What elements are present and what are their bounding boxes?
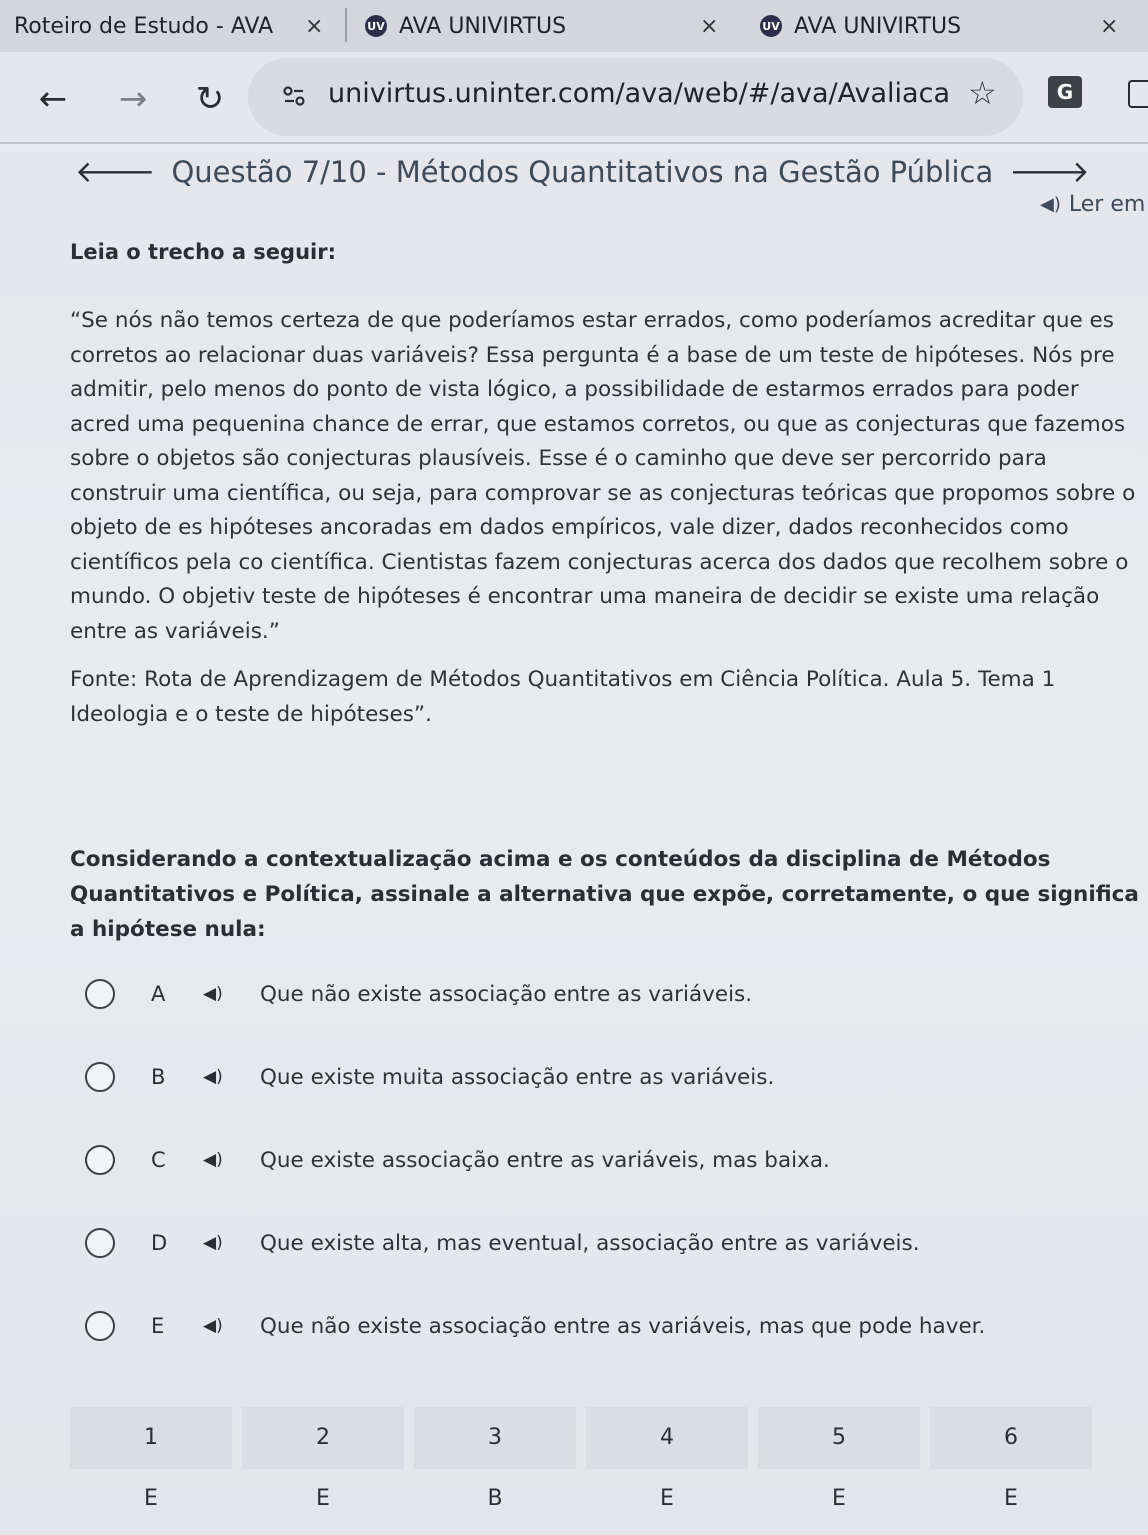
close-icon[interactable]: × bbox=[305, 13, 324, 39]
tab-ava-univirtus[interactable] bbox=[365, 0, 740, 52]
tune-icon[interactable] bbox=[274, 76, 314, 116]
answer-6: E bbox=[1004, 1486, 1018, 1511]
option-c[interactable] bbox=[85, 1140, 830, 1180]
assessment-page bbox=[0, 152, 1148, 1535]
tab-bar bbox=[0, 0, 1148, 52]
close-icon[interactable]: × bbox=[700, 13, 719, 39]
address-bar[interactable] bbox=[248, 58, 1023, 136]
option-b[interactable] bbox=[85, 1057, 775, 1097]
tune-svg bbox=[281, 83, 307, 109]
option-a[interactable] bbox=[85, 974, 753, 1014]
arrow-right-icon: → bbox=[118, 79, 148, 119]
radio-button[interactable] bbox=[85, 1145, 115, 1175]
translate-icon[interactable]: G bbox=[1048, 76, 1082, 108]
previous-question-icon[interactable]: 🡐 bbox=[75, 155, 156, 190]
tab-title: AVA UNIVIRTUS bbox=[794, 13, 962, 39]
close-icon[interactable]: × bbox=[1100, 13, 1119, 39]
arrow-left-icon: ← bbox=[38, 79, 68, 119]
tab-roteiro[interactable] bbox=[0, 0, 359, 52]
speaker-icon: ◀) bbox=[1040, 194, 1061, 215]
option-letter: B bbox=[151, 1065, 166, 1089]
speaker-icon[interactable]: ◀) bbox=[203, 1316, 223, 1336]
question-header bbox=[75, 154, 1090, 190]
option-text: Que não existe associação entre as variáveis. bbox=[260, 981, 753, 1007]
option-text: Que existe associação entre as variáveis, mas baixa. bbox=[260, 1147, 830, 1173]
next-question-icon[interactable]: 🡒 bbox=[1009, 155, 1090, 190]
univirtus-favicon-icon: UV bbox=[760, 15, 782, 37]
question-excerpt: “Se nós não temos certeza de que poderíamos estar errados, como poderíamos acreditar que es corretos ao relacionar duas variáveis? Essa pergunta é a base de um teste de hipóteses. Nós pre admitir, pelo menos do ponto de vista lógico, a possibilidade de estarmos errados para poder acred uma pequenina chance de errar, que estamos corretos, ou que as conjecturas que fazemos sobre o objetos são conjecturas plausíveis. Esse é o caminho que deve ser percorrido para construir uma científica, ou seja, para comprovar se as conjecturas teóricas que propomos sobre o objeto de es hipóteses ancoradas em dados empíricos, vale dizer, dados reconhecidos como científicos pela co científica. Cientistas fazem conjecturas acerca dos dados que recolhem sobre o mundo. O objetiv teste de hipóteses é encontrar uma maneira de decidir se existe uma relação entre as variáveis.” bbox=[70, 308, 1136, 644]
option-letter: D bbox=[151, 1231, 168, 1255]
option-letter: A bbox=[151, 982, 166, 1006]
radio-button[interactable] bbox=[85, 1228, 115, 1258]
reload-icon: ↻ bbox=[195, 79, 225, 119]
star-icon[interactable]: ☆ bbox=[968, 74, 997, 112]
tab-title: Roteiro de Estudo - AVA bbox=[14, 13, 274, 39]
option-text: Que existe muita associação entre as variáveis. bbox=[260, 1064, 775, 1090]
tab-separator bbox=[345, 8, 347, 42]
back-button[interactable] bbox=[28, 74, 78, 124]
option-letter: E bbox=[151, 1314, 165, 1338]
toolbar-divider bbox=[0, 142, 1148, 144]
answer-2: E bbox=[316, 1486, 330, 1511]
answer-3: B bbox=[487, 1486, 503, 1511]
speaker-icon[interactable]: ◀) bbox=[203, 1150, 223, 1170]
answer-1: E bbox=[144, 1486, 158, 1511]
univirtus-favicon-icon: UV bbox=[365, 15, 387, 37]
browser-toolbar bbox=[0, 52, 1148, 144]
option-text: Que não existe associação entre as variáveis, mas que pode haver. bbox=[260, 1313, 986, 1339]
question-number-4[interactable]: 4 bbox=[586, 1407, 748, 1469]
excerpt-source: Fonte: Rota de Aprendizagem de Métodos Quantitativos em Ciência Política. Aula 5. Tema 1 Ideologia e o teste de hipóteses”. bbox=[70, 667, 1056, 727]
question-number-3[interactable]: 3 bbox=[414, 1407, 576, 1469]
answer-4: E bbox=[660, 1486, 674, 1511]
question-number-1[interactable]: 1 bbox=[70, 1407, 232, 1469]
tab-ava-univirtus-active[interactable] bbox=[760, 0, 1148, 52]
reload-button[interactable] bbox=[185, 74, 235, 124]
question-number-6[interactable]: 6 bbox=[930, 1407, 1092, 1469]
option-letter: C bbox=[151, 1148, 166, 1172]
read-aloud-label: Ler em bbox=[1068, 192, 1146, 217]
speaker-icon[interactable]: ◀) bbox=[203, 984, 223, 1004]
question-number-5[interactable]: 5 bbox=[758, 1407, 920, 1469]
option-e[interactable] bbox=[85, 1306, 986, 1346]
question-number-2[interactable]: 2 bbox=[242, 1407, 404, 1469]
tab-title: AVA UNIVIRTUS bbox=[399, 13, 567, 39]
option-text: Que existe alta, mas eventual, associação entre as variáveis. bbox=[260, 1230, 920, 1256]
speaker-icon[interactable]: ◀) bbox=[203, 1067, 223, 1087]
url-text[interactable]: univirtus.uninter.com/ava/web/#/ava/Avaliaca bbox=[328, 78, 950, 109]
speaker-icon[interactable]: ◀) bbox=[203, 1233, 223, 1253]
radio-button[interactable] bbox=[85, 1311, 115, 1341]
radio-button[interactable] bbox=[85, 1062, 115, 1092]
extension-icon[interactable] bbox=[1128, 80, 1148, 108]
answer-5: E bbox=[832, 1486, 846, 1511]
question-lead: Leia o trecho a seguir: bbox=[70, 240, 336, 264]
page-title: Questão 7/10 - Métodos Quantitativos na Gestão Pública bbox=[171, 155, 994, 189]
option-d[interactable] bbox=[85, 1223, 920, 1263]
radio-button[interactable] bbox=[85, 979, 115, 1009]
read-aloud-button[interactable] bbox=[1040, 192, 1145, 217]
forward-button[interactable] bbox=[108, 74, 158, 124]
question-prompt: Considerando a contextualização acima e os conteúdos da disciplina de Métodos Quantitativos e Política, assinale a alternativa que expõe, corretamente, o que significa a hipótese nula: bbox=[70, 847, 1139, 942]
